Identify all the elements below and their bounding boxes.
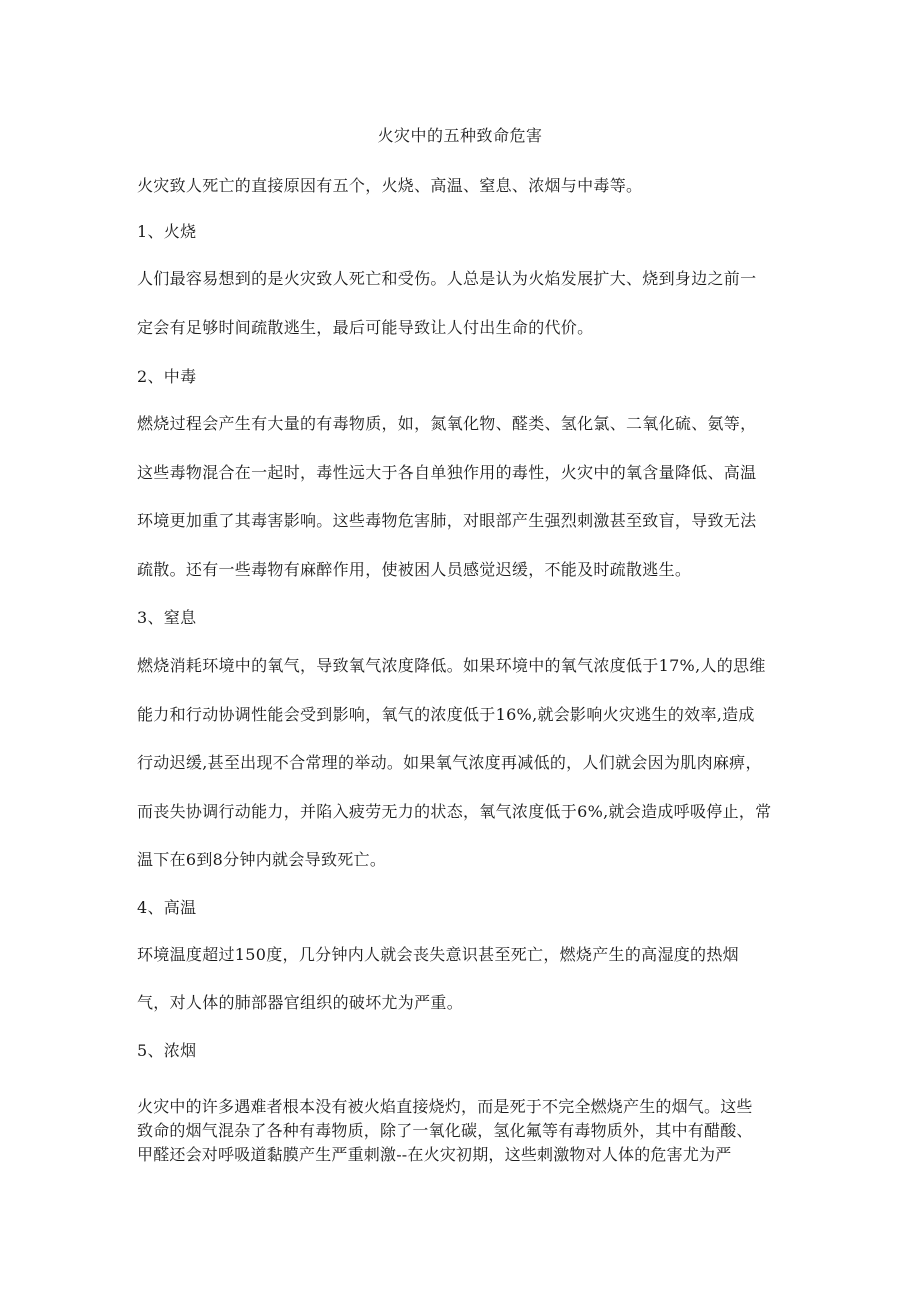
paragraph-line: 燃烧过程会产生有大量的有毒物质，如，氮氧化物、醛类、氢化氯、二氧化硫、氨等， xyxy=(137,414,757,433)
section-heading-high-temperature: 4、高温 xyxy=(137,898,197,917)
section-heading-smoke: 5、浓烟 xyxy=(137,1041,197,1060)
section-heading-suffocation: 3、窒息 xyxy=(137,608,197,627)
paragraph-line: 火灾中的许多遇难者根本没有被火焰直接烧灼，而是死于不完全燃烧产生的烟气。这些 xyxy=(137,1097,753,1116)
paragraph-line: 这些毒物混合在一起时，毒性远大于各自单独作用的毒性，火灾中的氧含量降低、高温 xyxy=(137,463,757,482)
paragraph-line: 环境更加重了其毒害影响。这些毒物危害肺，对眼部产生强烈刺激甚至致盲，导致无法 xyxy=(137,511,757,530)
section-heading-fire: 1、火烧 xyxy=(137,222,197,241)
paragraph-line: 而丧失协调行动能力，并陷入疲劳无力的状态，氧气浓度低于6%,就会造成呼吸停止，常 xyxy=(137,802,772,821)
paragraph-line: 疏散。还有一些毒物有麻醉作用，使被困人员感觉迟缓，不能及时疏散逃生。 xyxy=(137,560,692,579)
document-title: 火灾中的五种致命危害 xyxy=(377,126,543,145)
paragraph-line: 致命的烟气混杂了各种有毒物质，除了一氧化碳，氢化氟等有毒物质外，其中有醋酸、 xyxy=(137,1121,753,1140)
paragraph-line: 燃烧消耗环境中的氧气，导致氧气浓度降低。如果环境中的氧气浓度低于17%,人的思维 xyxy=(137,656,766,675)
paragraph-line: 行动迟缓,甚至出现不合常理的举动。如果氧气浓度再减低的，人们就会因为肌肉麻痹， xyxy=(137,753,762,772)
paragraph-line: 环境温度超过150度，几分钟内人就会丧失意识甚至死亡，燃烧产生的高湿度的热烟 xyxy=(137,945,739,964)
paragraph-line: 定会有足够时间疏散逃生，最后可能导致让人付出生命的代价。 xyxy=(137,318,594,337)
paragraph-line: 人们最容易想到的是火灾致人死亡和受伤。人总是认为火焰发展扩大、烧到身边之前一 xyxy=(137,269,757,288)
paragraph-line: 甲醛还会对呼吸道黏膜产生严重刺激--在火灾初期，这些刺激物对人体的危害尤为严 xyxy=(137,1145,732,1164)
paragraph-line: 气，对人体的肺部器官组织的破坏尤为严重。 xyxy=(137,993,464,1012)
paragraph-line: 温下在6到8分钟内就会导致死亡。 xyxy=(137,850,387,869)
intro-paragraph: 火灾致人死亡的直接原因有五个，火烧、高温、窒息、浓烟与中毒等。 xyxy=(137,176,643,195)
section-heading-poison: 2、中毒 xyxy=(137,367,197,386)
paragraph-line: 能力和行动协调性能会受到影响，氧气的浓度低于16%,就会影响火灾逃生的效率,造成 xyxy=(137,705,755,724)
